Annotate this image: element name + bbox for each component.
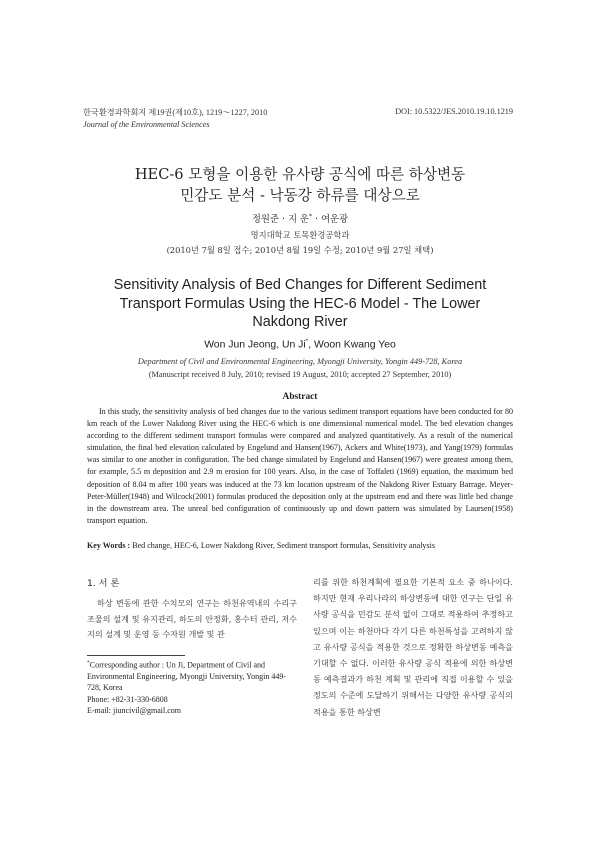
keywords-text: Bed change, HEC-6, Lower Nakdong River, Sediment transport formulas, Sensitivity analysis: [130, 541, 435, 550]
corresponding-mark-en: *: [305, 338, 309, 345]
corresponding-mark: *: [309, 212, 313, 220]
authors-korean-names: 정원준 · 지 운: [251, 214, 310, 225]
title-english: [100, 276, 500, 332]
title-korean-line-2: 민감도 분석 - 낙동강 하류를 대상으로: [180, 187, 420, 204]
authors-korean-names-rest: · 여운광: [312, 214, 349, 225]
affiliation-korean: 명지대학교 토목환경공학과: [250, 230, 350, 240]
authors-english-names-rest: , Woon Kwang Yeo: [308, 339, 396, 351]
authors-english: [0, 338, 600, 350]
footnote-mark: *: [87, 660, 90, 666]
journal-citation-ko: 한국환경과학회지 제19권(제10호), 1219～1227, 2010: [83, 108, 268, 117]
dates-english: (Manuscript received 8 July, 2010; revised 19 August, 2010; accepted 27 September, 2010): [148, 370, 452, 379]
keywords: [87, 541, 513, 550]
affiliation-english: Department of Civil and Environmental Engineering, Myongji University, Yongin 449-728, Korea: [137, 357, 463, 366]
doi[interactable]: DOI: 10.5322/JES.2010.19.10.1219: [395, 107, 513, 116]
footnote-email[interactable]: E-mail: jiuncivil@gmail.com: [87, 705, 182, 715]
authors-korean: [0, 211, 600, 225]
abstract-heading: Abstract: [282, 392, 318, 402]
section-heading-introduction: 1. 서 론: [87, 578, 120, 589]
footnote-author: [87, 658, 297, 694]
title-korean: [0, 164, 600, 206]
introduction-text-right: 리를 위한 하천계획에 필요한 기본적 요소 중 하나이다. 하지만 현재 우리나라의 하상변동에 대한 연구는 단일 유사량 공식을 민감도 분석 없이 그대로 적용하여 추정하고 있으며 이는 하천마다 각기 다른 하천특성을 고려하지 않고 유사량 공식을 적용한 것으로 정확한 하상변동 예측을 기대할 수 없다. 이러한 유사량 공식 적용에 의한 하상변동 예측결과가 하천 계획 및 관리에 직접 이용할 수 있을 정도의 수준에 도달하기 위해서는 다양한 유사량 공식의 적용을 통한 하상변: [313, 577, 513, 717]
running-header: [83, 107, 267, 131]
abstract-text: In this study, the sensitivity analysis of bed changes due to the various sediment transport equations have been conducted for 80 km reach of the Lower Nakdong River using the HEC-6 which is one dimensional numerical model. The bed elevation changes according to the different sediment transport formulas were compared and analyzed quantitatively. As a result of the numerical simulation, the final bed elevation calculated by Engelund and Hansen(1967), Ackers and White(1973), and Yang(1979) formulas was similar to one another in configuration. The bed change simulated by Engelund and Hansen(1967) were greatest among them, for example, 5.5 m deposition and 2.9 m erosion for 100 years. Also, in the case of Toffaleti (1969) equation, the maximum bed deposition of 8.04 m after 100 years was induced at the 73 km location upstream of the Nakdong River Estuary Barrage. Meyer-Peter-Müller(1948) and Wilcock(2001) formulas produced the deposition only at the upstream end and there was little bed change in the downstream area. The unreal bed configuration of continuously up and down pattern was simulated by Laursen(1958) transport equation.: [87, 407, 513, 525]
title-english-line-2: Transport Formulas Using the HEC-6 Model - The Lower: [119, 295, 481, 312]
authors-english-names: Won Jun Jeong, Un Ji: [204, 339, 306, 351]
title-korean-line-1: HEC-6 모형을 이용한 유사량 공식에 따른 하상변동: [134, 166, 466, 183]
introduction-text-left: 하상 변동에 관한 수치모의 연구는 하천유역내의 수리구조물의 설계 및 유지관리, 하도의 안정화, 홍수터 관리, 저수지의 설계 및 운영 등 수자원 개발 및 관: [87, 598, 297, 640]
keywords-label: Key Words :: [87, 541, 131, 550]
footnote-author-text: Corresponding author : Un Ji, Department of Civil and Environmental Engineering, Myongji University, Yongin 449-728, Korea: [87, 660, 287, 693]
footnote: [87, 658, 297, 716]
footnote-divider: [87, 655, 185, 656]
footnote-phone: Phone: +82-31-330-6808: [87, 694, 168, 704]
title-english-line-1: Sensitivity Analysis of Bed Changes for Different Sediment: [113, 277, 487, 293]
journal-name-en: Journal of the Environmental Sciences: [83, 120, 210, 129]
dates-korean: (2010년 7월 8일 접수; 2010년 8월 19일 수정; 2010년 9월 27일 채택): [166, 245, 434, 255]
title-english-line-3: Nakdong River: [252, 314, 348, 330]
